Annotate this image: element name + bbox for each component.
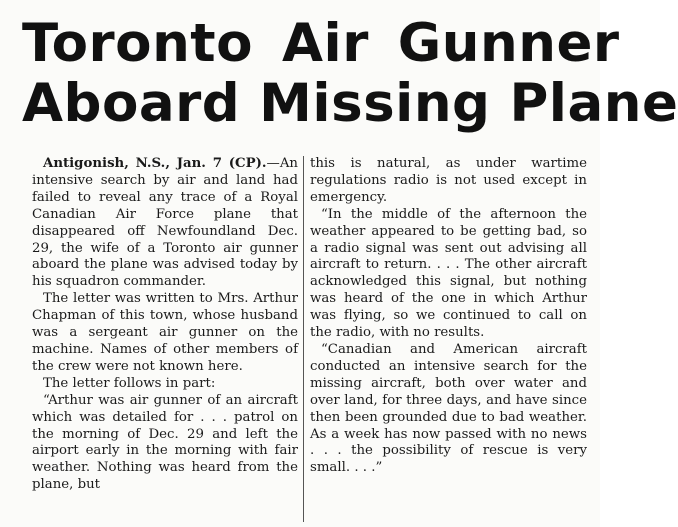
article-paragraph-1: [32, 156, 298, 291]
article-paragraph-3: The letter follows in part:: [43, 375, 216, 391]
headline: [0, 13, 678, 134]
article-paragraph-7: “Canadian and American aircraft conducted an intensive search for the missing aircraft, both over water and over land, for three days, and have since then been grounded due to bad weather. As a week has now passed with no news . . . the possibility of rescue is very small. . . .”: [310, 341, 587, 476]
article-paragraph-2: The letter was written to Mrs. Arthur Chapman of this town, whose husband was a sergeant air gunner on the machine. Names of other members of the crew were not known here.: [32, 291, 298, 374]
article-paragraph-6: “In the middle of the afternoon the weather appeared to be getting bad, so a radio signal was sent out advising all aircraft to return. . . . The other aircraft acknowledged this signal, but nothing was heard of the one in which Arthur was flying, so we continued to call on the radio, with no results.: [310, 206, 587, 341]
dateline: Antigonish, N.S., Jan. 7 (CP).: [43, 156, 267, 171]
column-divider: [303, 156, 304, 522]
headline-line-1: Toronto Air Gunner: [22, 13, 620, 74]
article-column-left: [32, 156, 298, 494]
article-paragraph-5: this is natural, as under wartime regulations radio is not used except in emergency.: [310, 156, 587, 205]
article-paragraph-1-text: —An intensive search by air and land had failed to reveal any trace of a Royal Canadian Air Force plane that disappeared off Newfoundland Dec. 29, the wife of a Toronto air gunner aboard the plane was advised today by his squadron commander.: [32, 156, 298, 290]
article-column-right: [310, 156, 587, 477]
article-paragraph-4: “Arthur was air gunner of an aircraft which was detailed for . . . patrol on the morning of Dec. 29 and left the airport early in the morning with fair weather. Nothing was heard from the plane, but: [32, 392, 298, 493]
headline-line-2: Aboard Missing Plane: [22, 73, 678, 134]
